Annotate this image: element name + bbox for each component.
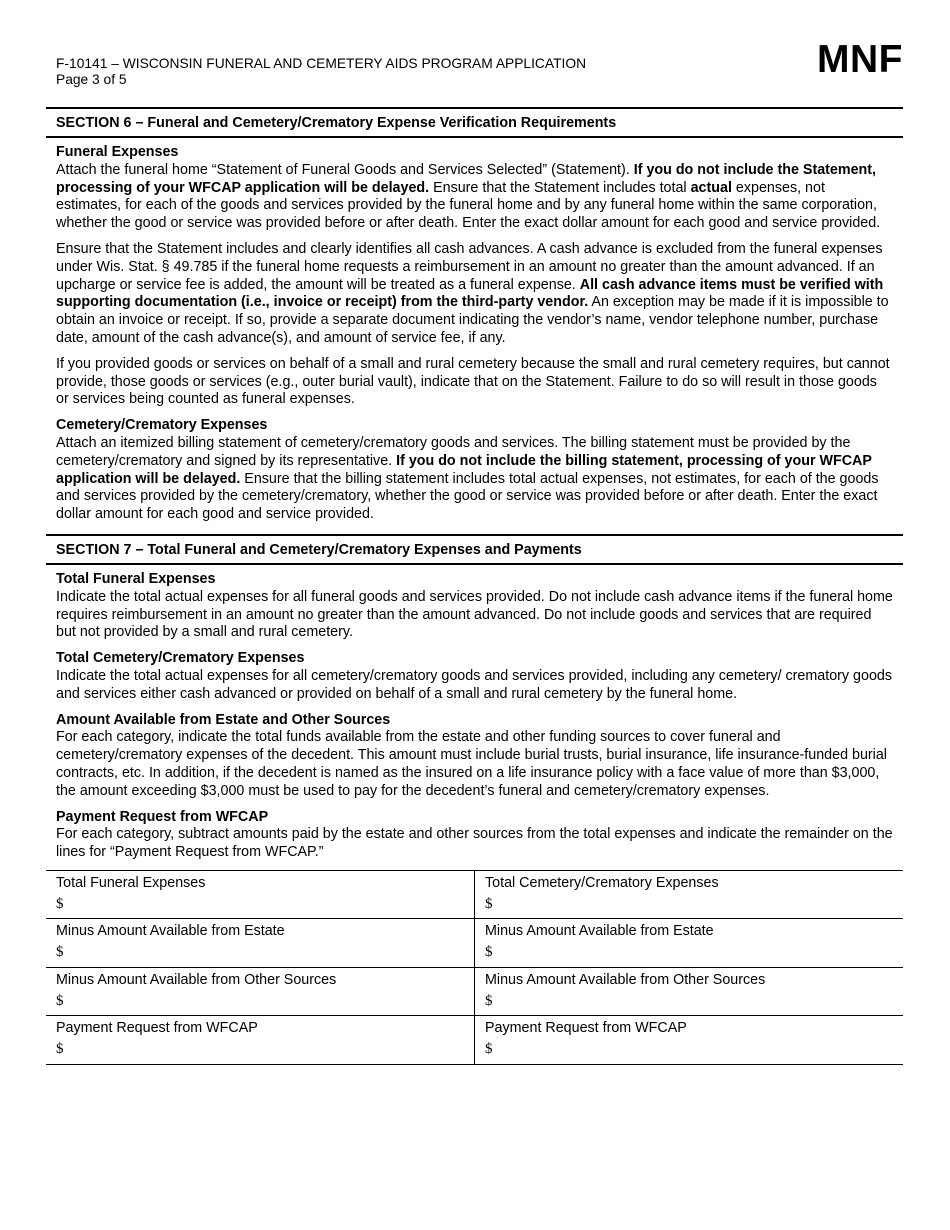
- field-label: Minus Amount Available from Other Sources: [56, 971, 337, 988]
- instruction-text: For each category, subtract amounts paid by the estate and other sources from the total expenses and indicate the remainder on the lines for “Payment Request from WFCAP.”: [56, 826, 893, 861]
- section-6-heading: SECTION 6 – Funeral and Cemetery/Crematory Expense Verification Requirements: [46, 107, 903, 138]
- field-label: Total Cemetery/Crematory Expenses: [485, 874, 719, 891]
- field-label: Total Funeral Expenses: [56, 874, 206, 891]
- form-page: [46, 0, 903, 1065]
- table-row: [46, 919, 903, 968]
- funeral-estate-cell[interactable]: [46, 919, 475, 968]
- field-label: Payment Request from WFCAP: [56, 1020, 258, 1037]
- table-row: [46, 1016, 903, 1065]
- form-code: MNF: [817, 38, 903, 81]
- section-7-content: [46, 565, 903, 862]
- cemetery-payment-request-cell[interactable]: [475, 1016, 904, 1065]
- amount-field[interactable]: $: [485, 1041, 493, 1058]
- instruction-heading: Total Cemetery/Crematory Expenses: [56, 650, 305, 667]
- field-label: Minus Amount Available from Estate: [485, 923, 714, 940]
- text-run: Ensure that the billing statement includes total actual expenses, not estimates, for each of the goods and services provided by the cemetery/crematory, whether the good or service was provided before or after death. Enter the exact dollar amount for each good and service provided.: [56, 470, 879, 523]
- amount-field[interactable]: $: [56, 944, 64, 961]
- field-label: Payment Request from WFCAP: [485, 1020, 687, 1037]
- amount-field[interactable]: $: [485, 992, 493, 1009]
- funeral-payment-request-cell[interactable]: [46, 1016, 475, 1065]
- section-7-heading: SECTION 7 – Total Funeral and Cemetery/Crematory Expenses and Payments: [46, 534, 903, 565]
- instruction-text: For each category, indicate the total funds available from the estate and other funding sources to cover funeral and cemetery/crematory expenses of the decedent. This amount must include burial trusts, burial insurance, life insurance-funded burial contracts, etc. In addition, if the decedent is named as the insured on a life insurance policy with a face value of more than $3,000, the amount exceeding $3,000 must be used to pay for the decedent’s funeral and cemetery/crematory expenses.: [56, 729, 887, 799]
- cemetery-total-cell[interactable]: [475, 870, 904, 919]
- cemetery-expenses-heading: Cemetery/Crematory Expenses: [56, 417, 268, 434]
- amount-field[interactable]: $: [56, 1041, 64, 1058]
- cemetery-other-sources-cell[interactable]: [475, 967, 904, 1016]
- amount-field[interactable]: $: [485, 944, 493, 961]
- text-run: Attach the funeral home “Statement of Funeral Goods and Services Selected” (Statement).: [56, 161, 634, 178]
- table-row: [46, 870, 903, 919]
- funeral-other-sources-cell[interactable]: [46, 967, 475, 1016]
- funeral-expenses-paragraph-1: [56, 162, 893, 233]
- instruction-block: [56, 809, 893, 862]
- amount-field[interactable]: $: [56, 992, 64, 1009]
- instruction-heading: Total Funeral Expenses: [56, 570, 216, 587]
- expense-calculation-table: [46, 870, 903, 1065]
- form-title: F-10141 – WISCONSIN FUNERAL AND CEMETERY AIDS PROGRAM APPLICATION: [56, 56, 587, 71]
- field-label: Minus Amount Available from Other Sources: [485, 971, 766, 988]
- table-row: [46, 967, 903, 1016]
- bold-text-run: If you do not include the billing statement, processing of your WFCAP application will be delayed.: [56, 452, 872, 487]
- bold-text-run: actual: [690, 179, 732, 196]
- text-run: An exception may be made if it is impossible to obtain an invoice or receipt. If so, provide a separate document indicating the vendor’s name, vendor telephone number, purchase date, amount of the cash advance(s), and amount of service fee, if any.: [56, 294, 889, 346]
- page-number: Page 3 of 5: [56, 72, 127, 87]
- funeral-expenses-paragraph-2: [56, 241, 893, 348]
- text-run: Ensure that the Statement includes total: [429, 179, 691, 196]
- funeral-expenses-paragraph-3: If you provided goods or services on behalf of a small and rural cemetery because the small and rural cemetery requires, but cannot provide, those goods or services (e.g., outer burial vault), indicate that on the Statement. Failure to do so will result in those goods or services being counted as funeral expenses.: [56, 355, 890, 408]
- page-header: [46, 0, 903, 107]
- bold-text-run: All cash advance items must be verified with supporting documentation (i.e., invoice or receipt) from the third-party vendor.: [56, 276, 884, 311]
- bold-text-run: If you do not include the Statement, processing of your WFCAP application will be delayed.: [56, 161, 876, 196]
- field-label: Minus Amount Available from Estate: [56, 923, 285, 940]
- cemetery-estate-cell[interactable]: [475, 919, 904, 968]
- instruction-heading: Amount Available from Estate and Other Sources: [56, 711, 391, 728]
- instruction-text: Indicate the total actual expenses for all cemetery/crematory goods and services provided, including any cemetery/ crematory goods and services either cash advanced or provided on behalf of a small and rural cemetery by the funeral home.: [56, 667, 892, 702]
- text-run: Ensure that the Statement includes and clearly identifies all cash advances. A cash advance is excluded from the funeral expenses under Wis. Stat. § 49.785 if the funeral home requests a reimbursement in an amount no greater than the amount advanced. If an upcharge or service fee is added, the amount will be treated as a funeral expense.: [56, 240, 883, 293]
- form-identifier: [56, 56, 586, 88]
- instruction-block: [56, 712, 893, 801]
- instruction-block: [56, 650, 893, 703]
- text-run: expenses, not estimates, for each of the goods and services provided by the funeral home and by any funeral home within the same corporation, whether the good or service was provided before or after death. Enter the exact dollar amount for each good and service provided.: [56, 179, 881, 232]
- instruction-block: [56, 571, 893, 642]
- text-run: Attach an itemized billing statement of cemetery/crematory goods and services. The billing statement must be provided by the cemetery/crematory and signed by its representative.: [56, 434, 851, 469]
- amount-field[interactable]: $: [56, 895, 64, 912]
- funeral-expenses-heading: Funeral Expenses: [56, 144, 179, 160]
- funeral-total-cell[interactable]: [46, 870, 475, 919]
- cemetery-expenses-paragraph: [56, 435, 893, 524]
- amount-field[interactable]: $: [485, 895, 493, 912]
- section-6-content: [46, 138, 903, 524]
- instruction-text: Indicate the total actual expenses for all funeral goods and services provided. Do not include cash advance items if the funeral home requires reimbursement in an amount no greater than the amount advanced. Do not include goods and services that are required but not provided by a small and rural cemetery.: [56, 588, 893, 641]
- instruction-heading: Payment Request from WFCAP: [56, 808, 269, 825]
